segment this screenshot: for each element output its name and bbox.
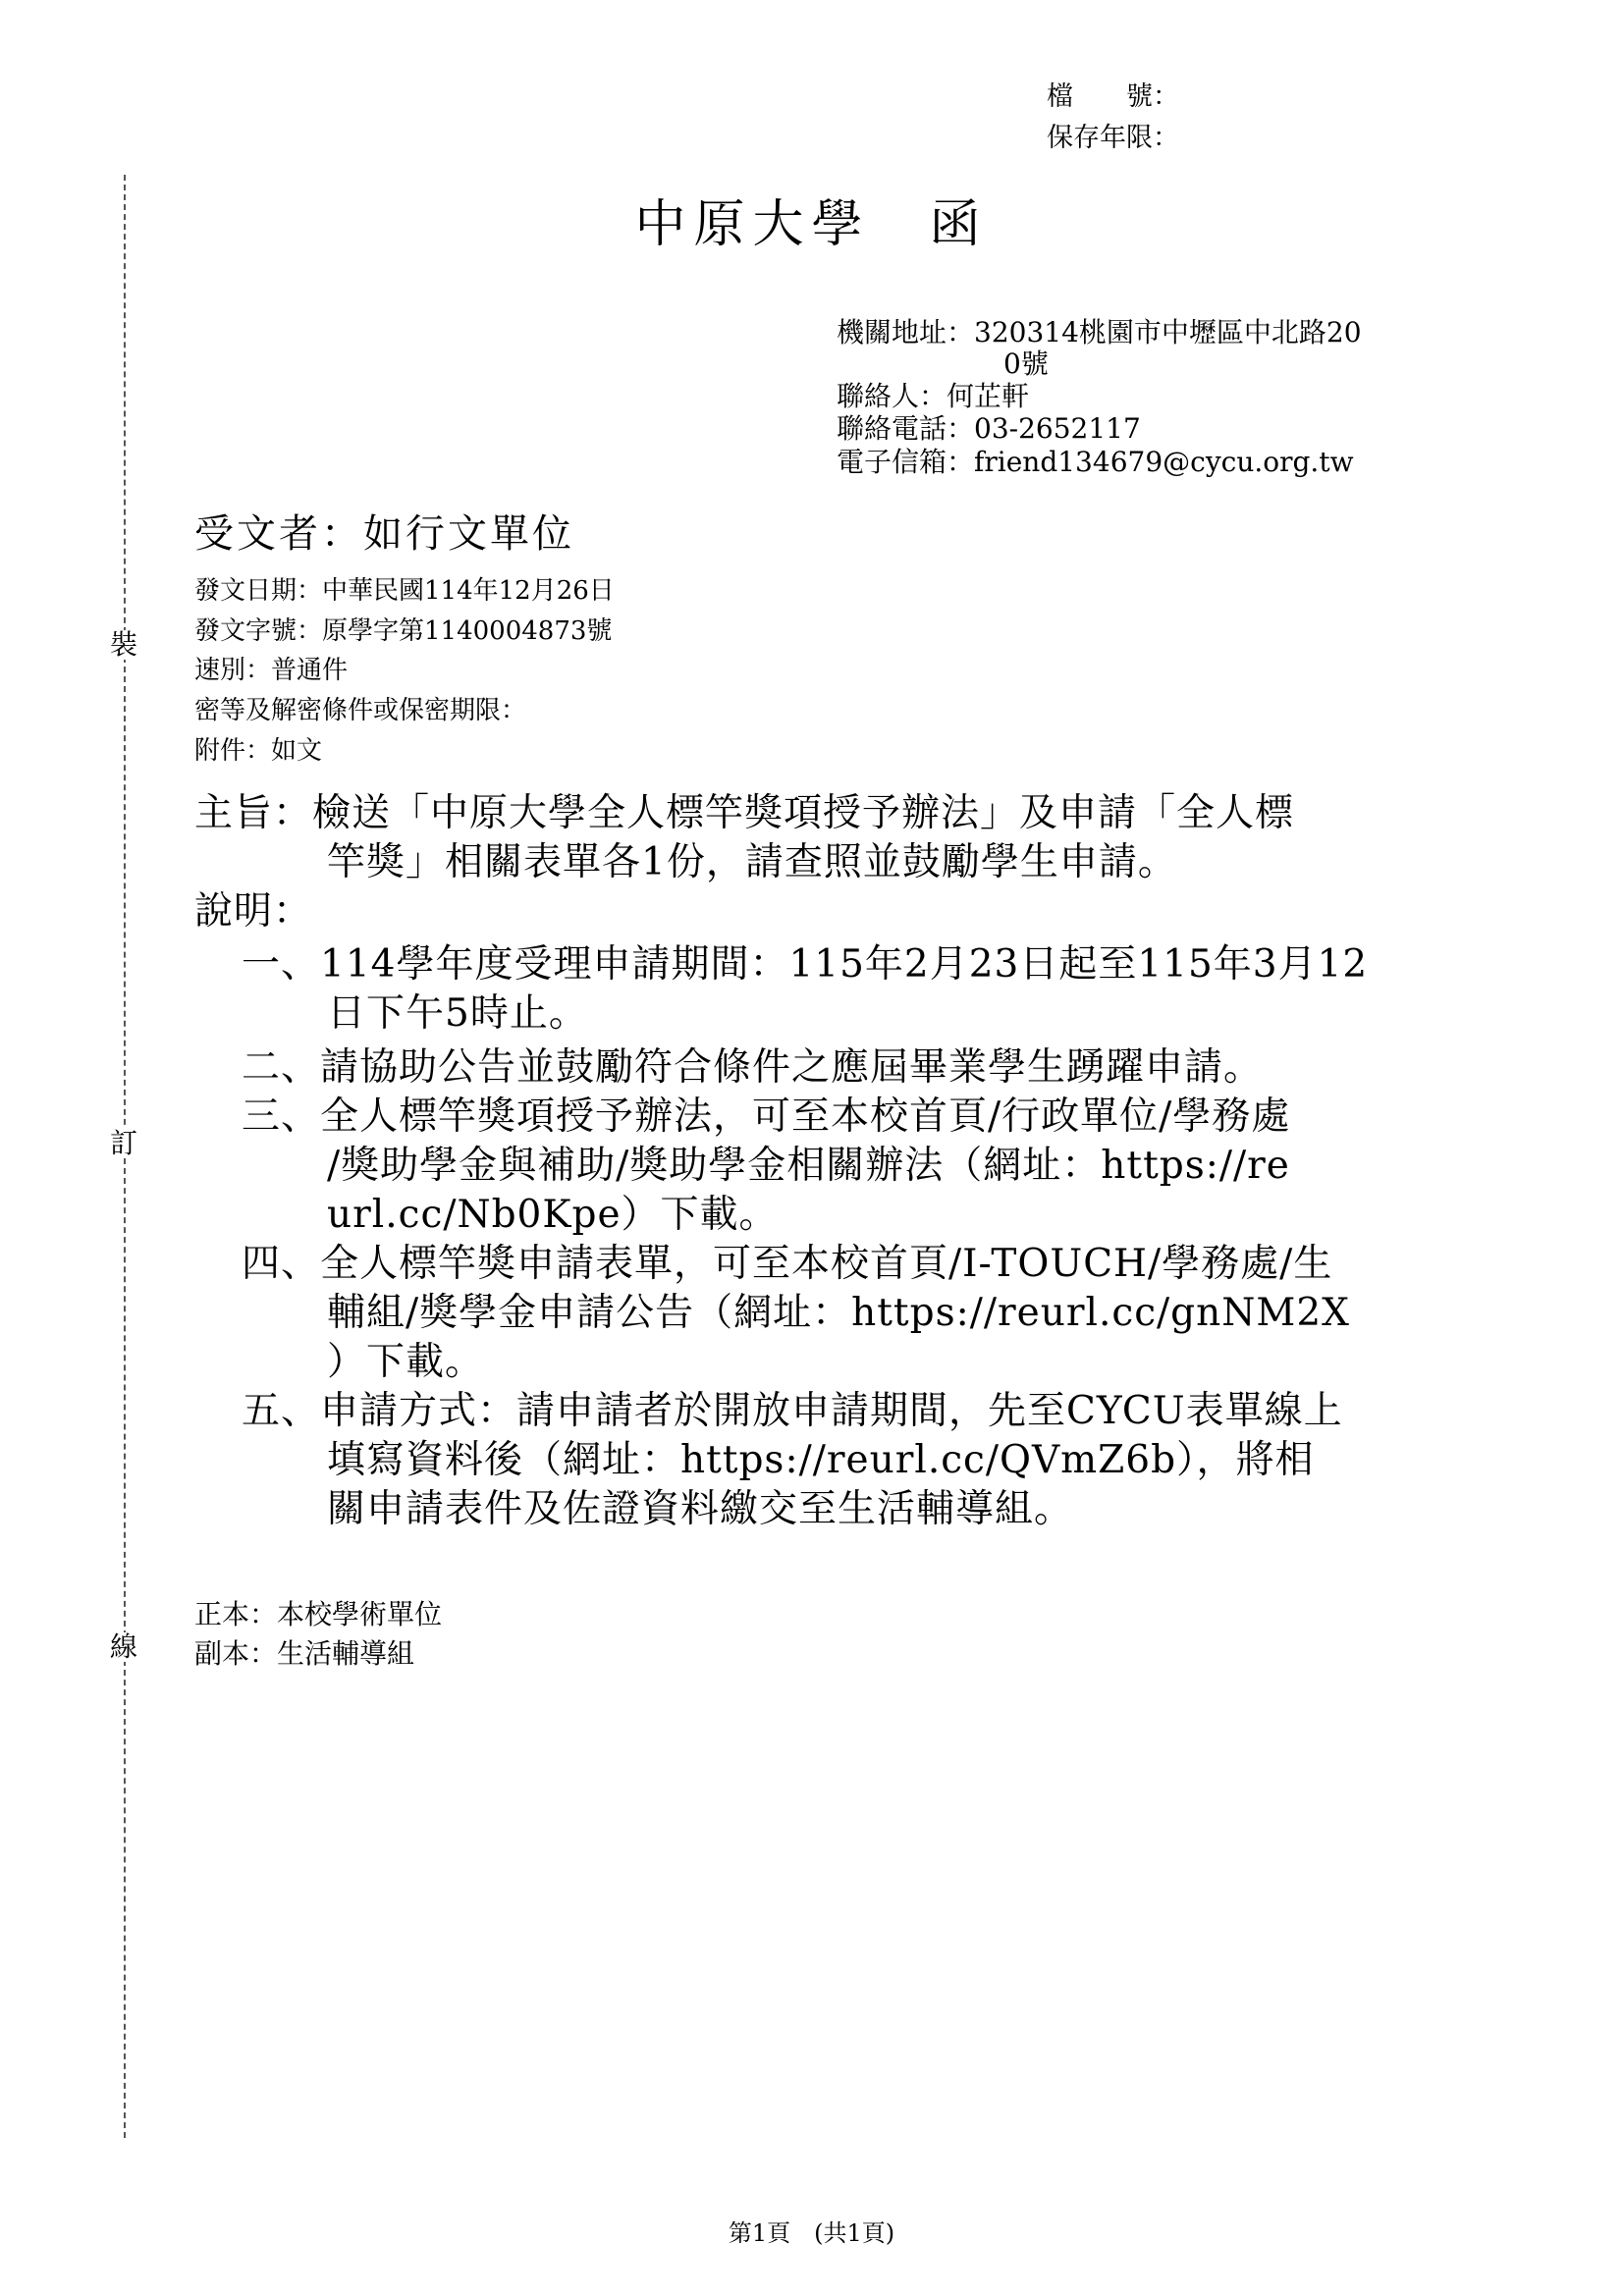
delivery-speed: 速別：普通件 (194, 656, 349, 685)
page-footer: 第1頁 (共1頁) (728, 2219, 895, 2247)
item-4-line-3: ）下載。 (327, 1340, 485, 1384)
subject-line-1: 主旨：檢送「中原大學全人標竿獎項授予辦法」及申請「全人標 (194, 791, 1295, 835)
item-3-line-3: url.cc/Nb0Kpe）下載。 (327, 1193, 779, 1237)
explanation-label: 說明： (194, 889, 313, 934)
org-contact-name: 何芷軒 (947, 380, 1030, 412)
org-address-line1: 320314桃園市中壢區中北路20 (974, 316, 1362, 348)
binding-mark-xian: 線 (110, 1630, 138, 1663)
document-number: 發文字號：原學字第1140004873號 (194, 616, 613, 646)
item-4-line-2: 輔組/獎學金申請公告（網址：https://reurl.cc/gnNM2X (327, 1291, 1350, 1335)
org-address (837, 316, 1362, 349)
subject-line-2: 竿獎」相關表單各1份，請查照並鼓勵學生申請。 (327, 840, 1177, 884)
item-5-line-2: 填寫資料後（網址：https://reurl.cc/QVmZ6b），將相 (327, 1438, 1315, 1482)
retention-period-label: 保存年限： (1047, 123, 1179, 153)
org-phone-label: 聯絡電話： (837, 412, 975, 445)
org-email-address: friend134679@cycu.org.tw (974, 446, 1354, 478)
org-phone-number: 03-2652117 (974, 412, 1141, 445)
org-address-label: 機關地址： (837, 316, 975, 348)
item-5-line-3: 關申請表件及佐證資料繳交至生活輔導組。 (327, 1487, 1074, 1531)
original-recipient: 正本：本校學術單位 (194, 1598, 443, 1630)
secrecy-level: 密等及解密條件或保密期限： (194, 696, 527, 725)
item-1-line-2: 日下午5時止。 (327, 991, 588, 1036)
org-contact-label: 聯絡人： (837, 380, 947, 412)
binding-mark-zhuang: 裝 (110, 628, 138, 661)
item-2-line-1: 二、請協助公告並鼓勵符合條件之應屆畢業學生踴躍申請。 (242, 1045, 1264, 1090)
attachment: 附件：如文 (194, 736, 323, 766)
org-phone (837, 412, 1141, 446)
item-4-line-1: 四、全人標竿獎申請表單，可至本校首頁/I-TOUCH/學務處/生 (242, 1242, 1333, 1286)
org-contact (837, 380, 1029, 413)
binding-mark-ding: 訂 (110, 1127, 138, 1159)
issue-date: 發文日期：中華民國114年12月26日 (194, 576, 615, 606)
item-1-line-1: 一、114學年度受理申請期間：115年2月23日起至115年3月12 (242, 942, 1369, 987)
org-address-line2: 0號 (1003, 347, 1049, 380)
org-email-label: 電子信箱： (837, 446, 975, 478)
item-3-line-2: /獎助學金與補助/獎助學金相關辦法（網址：https://re (327, 1144, 1290, 1188)
document-title: 中原大學 函 (634, 195, 989, 254)
org-email (837, 446, 1354, 479)
recipient: 受文者：如行文單位 (194, 511, 574, 557)
item-3-line-1: 三、全人標竿獎項授予辦法，可至本校首頁/行政單位/學務處 (242, 1095, 1291, 1139)
item-5-line-1: 五、申請方式：請申請者於開放申請期間，先至CYCU表單線上 (242, 1389, 1343, 1433)
file-number-label: 檔 號： (1047, 81, 1179, 112)
copy-recipient: 副本：生活輔導組 (194, 1637, 415, 1670)
